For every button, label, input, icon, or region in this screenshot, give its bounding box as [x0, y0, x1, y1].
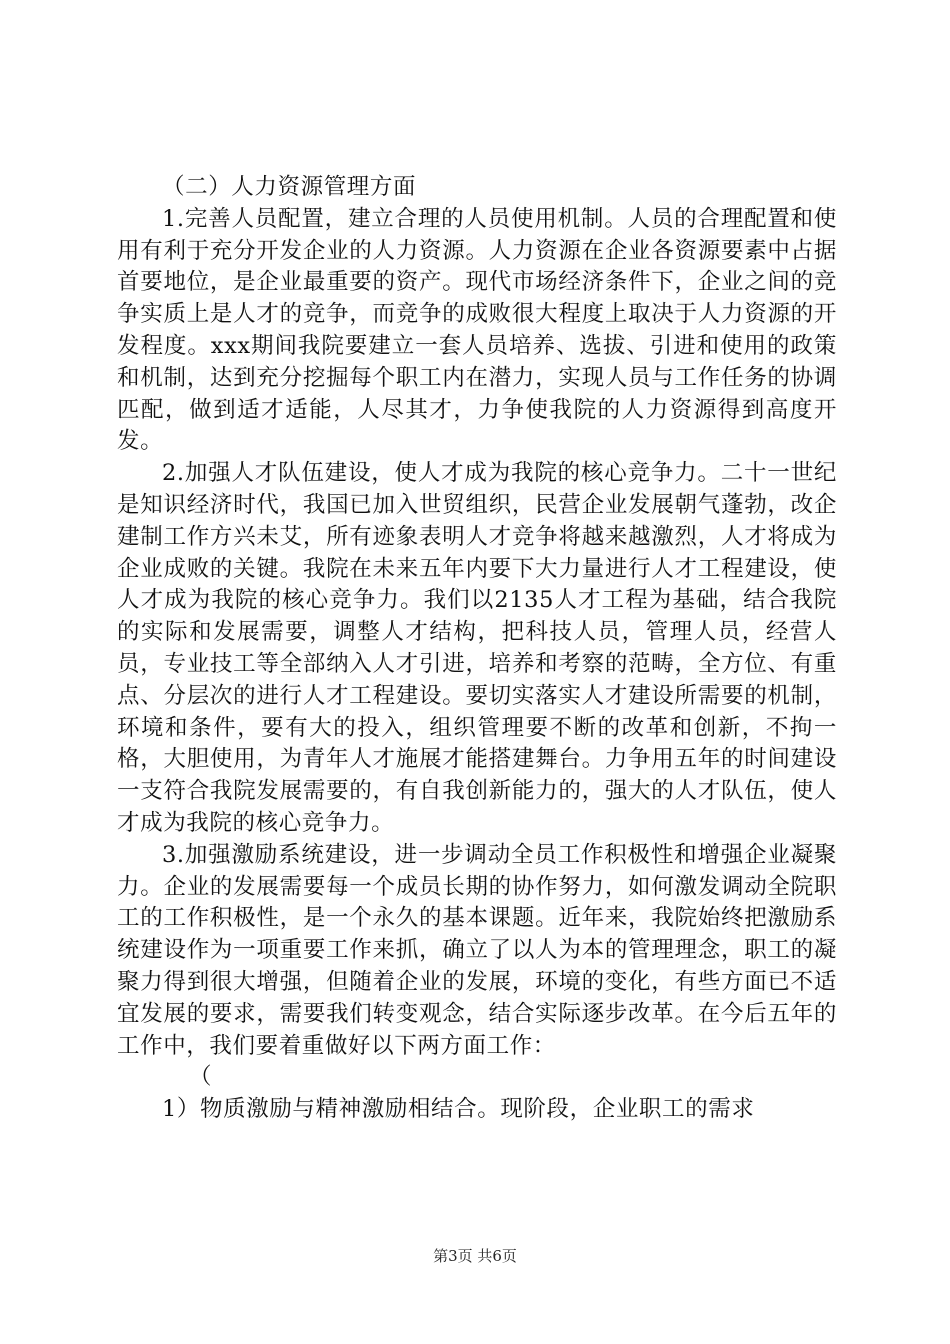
paragraph-1: 1.完善人员配置，建立合理的人员使用机制。人员的合理配置和使用有利于充分开发企业的人力资源。人力资源在企业各资源要素中占据首要地位，是企业最重要的资产。现代市场经济条件下，企业之间的竞争实质上是人才的竞争，而竞争的成败很大程度上取决于人力资源的开发程度。xxx期间我院要建立一套人员培养、选拔、引进和使用的政策和机制，达到充分挖掘每个职工内在潜力，实现人员与工作任务的协调匹配，做到适才适能，人尽其才，力争使我院的人力资源得到高度开发。 — [117, 205, 837, 455]
paragraph-2: 2.加强人才队伍建设，使人才成为我院的核心竞争力。二十一世纪是知识经济时代，我国已加入世贸组织，民营企业发展朝气蓬勃，改企建制工作方兴未艾，所有迹象表明人才竞争将越来越激烈，人才将成为企业成败的关键。我院在未来五年内要下大力量进行人才工程建设，使人才成为我院的核心竞争力。我们以2135人才工程为基础，结合我院的实际和发展需要，调整人才结构，把科技人员，管理人员，经营人员，专业技工等全部纳入人才引进，培养和考察的范畴，全方位、有重点、分层次的进行人才工程建设。要切实落实人才建设所需要的机制，环境和条件，要有大的投入，组织管理要不断的改革和创新，不拘一格，大胆使用，为青年人才施展才能搭建舞台。力争用五年的时间建设一支符合我院发展需要的，有自我创新能力的，强大的人才队伍，使人才成为我院的核心竞争力。 — [117, 460, 837, 836]
page-footer: 第3页 共6页 — [433, 1247, 517, 1265]
stray-parenthesis: （ — [189, 1064, 212, 1091]
document-body — [117, 172, 837, 1126]
section-heading: （二）人力资源管理方面 — [162, 174, 417, 200]
paragraph-3: 3.加强激励系统建设，进一步调动全员工作积极性和增强企业凝聚力。企业的发展需要每一个成员长期的协作努力，如何激发调动全院职工的工作积极性，是一个永久的基本课题。近年来，我院始终把激励系统建设作为一项重要工作来抓，确立了以人为本的管理理念，职工的凝聚力得到很大增强，但随着企业的发展，环境的变化，有些方面已不适宜发展的要求，需要我们转变观念，结合实际逐步改革。在今后五年的工作中，我们要着重做好以下两方面工作： — [117, 841, 837, 1059]
paragraph-4-start: 1）物质激励与精神激励相结合。现阶段，企业职工的需求 — [162, 1096, 755, 1123]
